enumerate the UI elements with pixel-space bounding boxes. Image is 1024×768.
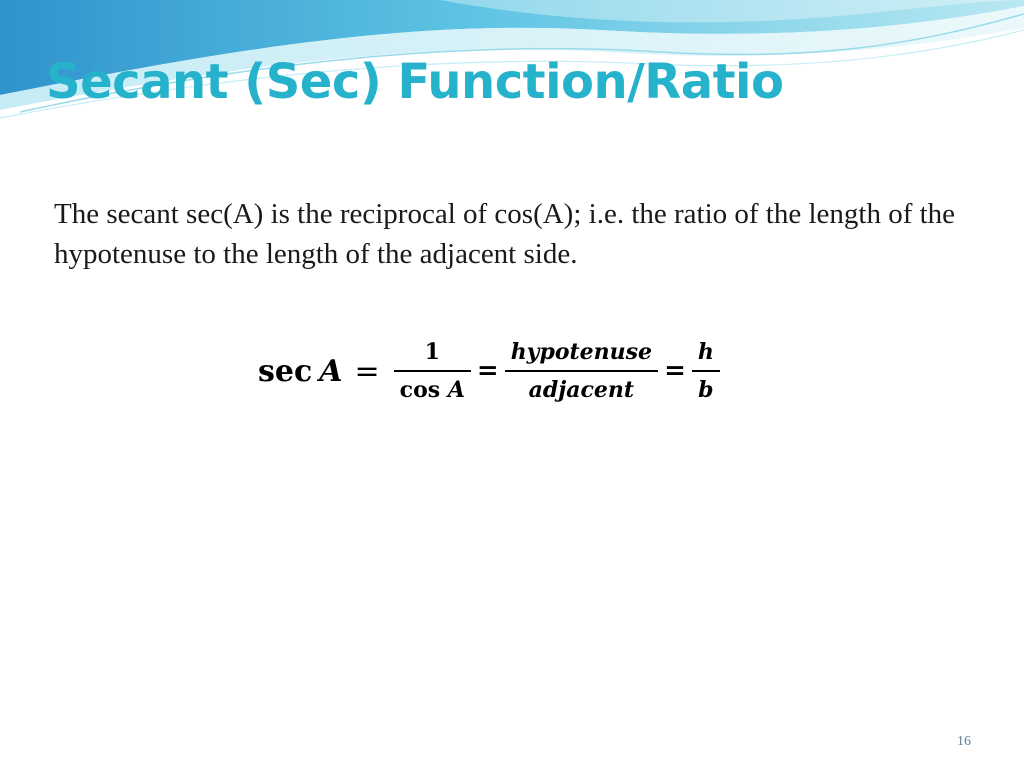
secant-formula xyxy=(258,334,720,408)
fraction-hypotenuse-adjacent xyxy=(505,334,658,408)
equals-sign-2: = xyxy=(476,356,499,386)
fraction-1-denominator xyxy=(394,372,471,408)
den-function: cos xyxy=(399,377,441,403)
equals-sign-3: = xyxy=(664,356,686,386)
fraction-3-denominator: b xyxy=(698,377,714,403)
lhs-variable: A xyxy=(319,353,343,389)
body-paragraph: The secant sec(A) is the reciprocal of cos(A); i.e. the ratio of the length of the hypotenuse to the length of the adjacent side. xyxy=(54,198,956,270)
fraction-1-numerator: 1 xyxy=(424,339,440,365)
fraction-3-numerator: h xyxy=(697,339,714,365)
fraction-reciprocal-cos xyxy=(394,334,471,408)
den-variable: A xyxy=(447,377,465,403)
fraction-h-b xyxy=(692,334,720,408)
fraction-2-denominator: adjacent xyxy=(528,377,635,403)
page-number: 16 xyxy=(957,734,971,749)
lhs-function: sec xyxy=(258,353,313,389)
slide-title: Secant (Sec) Function/Ratio xyxy=(46,54,784,110)
formula-lhs xyxy=(258,354,343,389)
equals-sign-1: = xyxy=(354,353,380,389)
fraction-2-numerator: hypotenuse xyxy=(510,339,653,365)
